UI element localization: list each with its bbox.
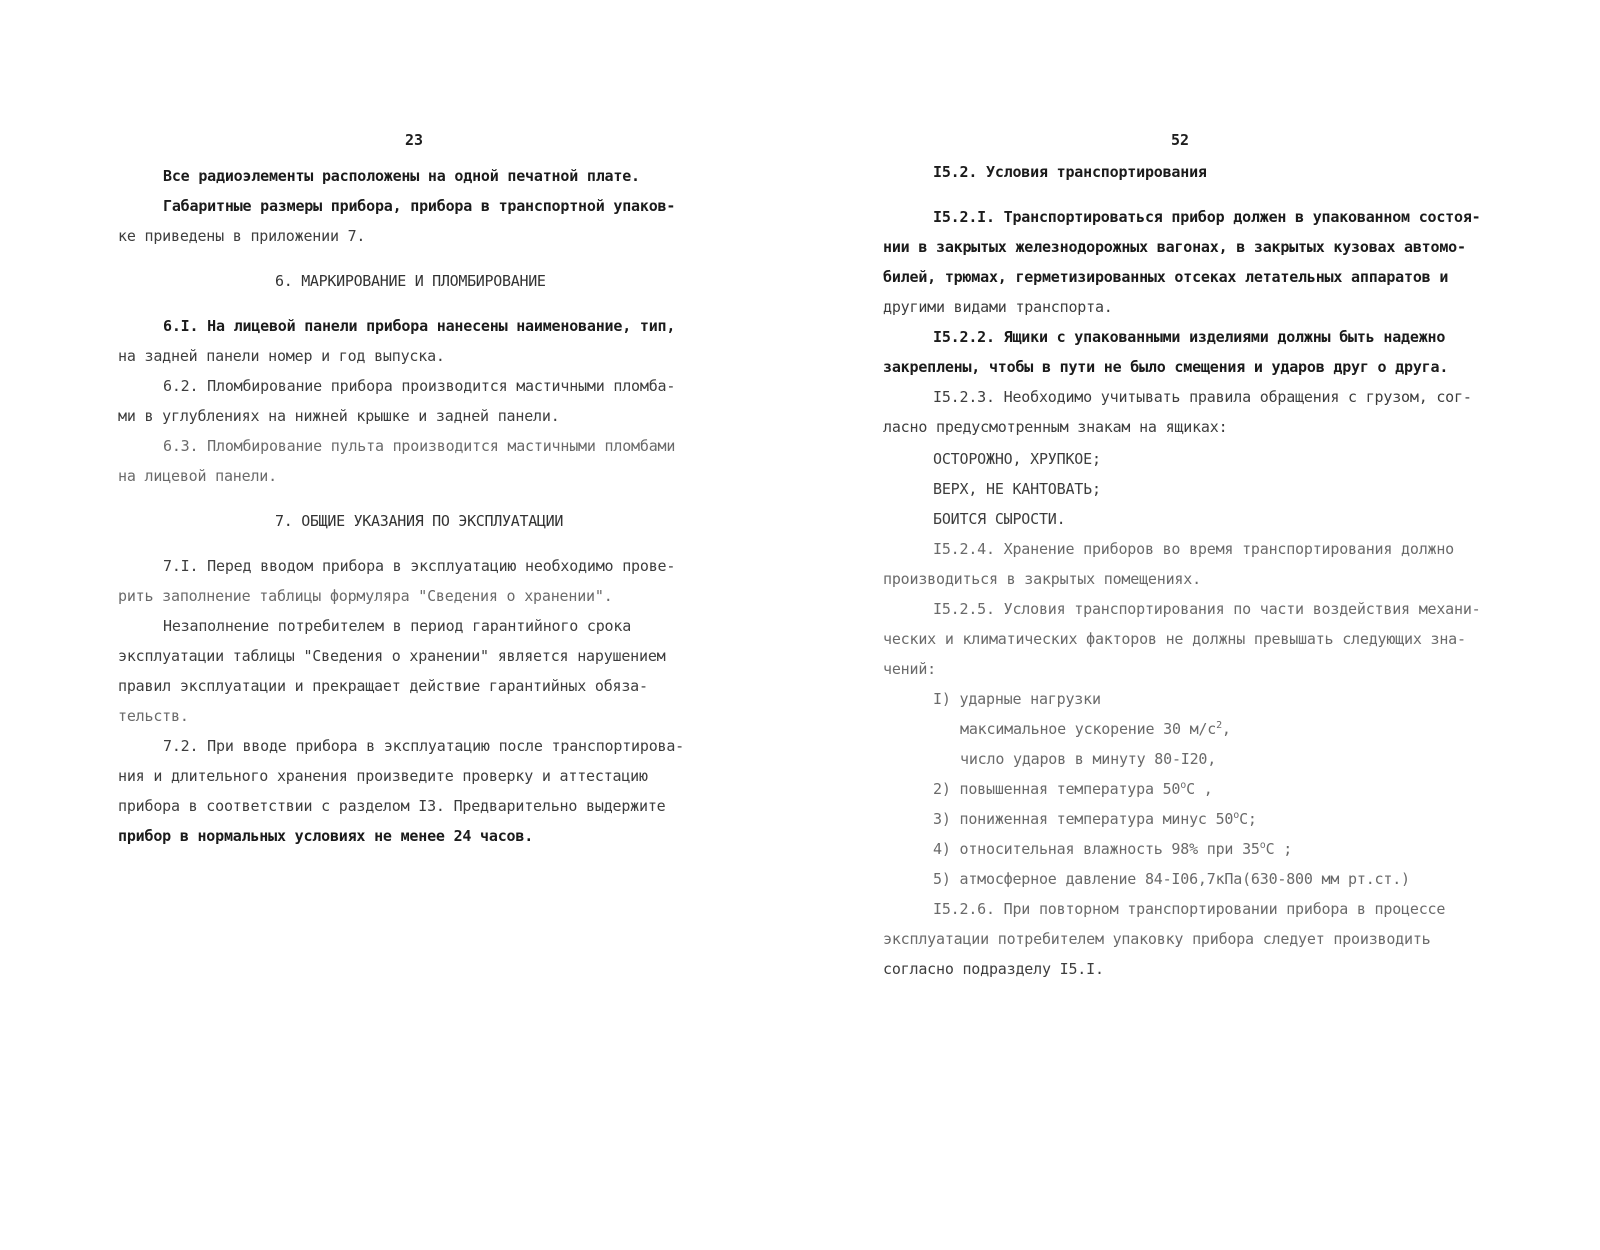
text-line: билей, трюмах, герметизированных отсеках летательных аппаратов и [883, 268, 1449, 286]
text-line: 7. ОБЩИЕ УКАЗАНИЯ ПО ЭКСПЛУАТАЦИИ [275, 512, 564, 530]
text-line: Все радиоэлементы расположены на одной печатной плате. [163, 167, 640, 185]
text-line: 5) атмосферное давление 84-I06,7кПа(630-800 мм рт.ст.) [933, 870, 1410, 888]
text-line: 7.I. Перед вводом прибора в эксплуатацию необходимо прове- [163, 557, 676, 575]
text-line: I5.2.2. Ящики с упакованными изделиями должны быть надежно [933, 328, 1446, 346]
text-line: ми в углублениях на нижней крышке и задней панели. [118, 407, 560, 425]
text-line: ния и длительного хранения произведите проверку и аттестацию [118, 767, 648, 785]
text-line: на лицевой панели. [118, 467, 277, 485]
text-line: I5.2.3. Необходимо учитывать правила обращения с грузом, сог- [933, 388, 1472, 406]
text-line: БОИТСЯ СЫРОСТИ. [933, 510, 1066, 528]
text-line: I5.2.6. При повторном транспортировании прибора в процессе [933, 900, 1446, 918]
text-line: 6.I. На лицевой панели прибора нанесены наименование, тип, [163, 317, 676, 335]
text-line: ОСТОРОЖНО, ХРУПКОЕ; [933, 450, 1101, 468]
text-line: 6.2. Пломбирование прибора производится мастичными пломба- [163, 377, 676, 395]
text-line: 4) относительная влажность 98% при $35^оС$ ; [933, 840, 1293, 858]
right-page [800, 0, 1600, 1250]
text-line: чений: [883, 660, 936, 678]
text-line: другими видами транспорта. [883, 298, 1113, 316]
text-line: 3) пониженная температура минус $50^оС$; [933, 810, 1257, 828]
text-line: I) ударные нагрузки [933, 690, 1101, 708]
text-line: I5.2. Условия транспортирования [933, 163, 1207, 181]
text-line: прибора в соответствии с разделом I3. Предварительно выдержите [118, 797, 666, 815]
text-line: рить заполнение таблицы формуляра "Сведения о хранении". [118, 587, 613, 605]
text-line: 6. МАРКИРОВАНИЕ И ПЛОМБИРОВАНИЕ [275, 272, 546, 290]
text-line: максимальное ускорение 30 $м/с^2$, [960, 720, 1231, 738]
text-line: производиться в закрытых помещениях. [883, 570, 1201, 588]
text-line: 2) повышенная температура $50^оС$ , [933, 780, 1213, 798]
text-line: закреплены, чтобы в пути не было смещения и ударов друг о друга. [883, 358, 1449, 376]
text-line: I5.2.5. Условия транспортирования по части воздействия механи- [933, 600, 1481, 618]
text-line: тельств. [118, 707, 189, 725]
text-line: на задней панели номер и год выпуска. [118, 347, 445, 365]
text-line: прибор в нормальных условиях не менее 24 часов. [118, 827, 534, 845]
text-line: Габаритные размеры прибора, прибора в транспортной упаков- [163, 197, 676, 215]
text-line: I5.2.4. Хранение приборов во время транспортирования должно [933, 540, 1455, 558]
text-line: ВЕРХ, НЕ КАНТОВАТЬ; [933, 480, 1101, 498]
text-line: 6.3. Пломбирование пульта производится мастичными пломбами [163, 437, 676, 455]
text-line: Незаполнение потребителем в период гарантийного срока [163, 617, 632, 635]
text-line: ческих и климатических факторов не должны превышать следующих зна- [883, 630, 1466, 648]
right-page-number: 52 [1171, 131, 1190, 149]
text-line: нии в закрытых железнодорожных вагонах, в закрытых кузовах автомо- [883, 238, 1466, 256]
text-line: 7.2. При вводе прибора в эксплуатацию после транспортирова- [163, 737, 685, 755]
text-line: число ударов в минуту 80-I20, [960, 750, 1217, 768]
text-line: эксплуатации потребителем упаковку прибора следует производить [883, 930, 1431, 948]
text-line: эксплуатации таблицы "Сведения о хранении" является нарушением [118, 647, 666, 665]
text-line: ке приведены в приложении 7. [118, 227, 366, 245]
text-line: I5.2.I. Транспортироваться прибор должен в упакованном состоя- [933, 208, 1481, 226]
text-line: правил эксплуатации и прекращает действие гарантийных обяза- [118, 677, 648, 695]
text-line: согласно подразделу I5.I. [883, 960, 1104, 978]
left-page-number: 23 [405, 131, 424, 149]
text-line: ласно предусмотренным знакам на ящиках: [883, 418, 1228, 436]
